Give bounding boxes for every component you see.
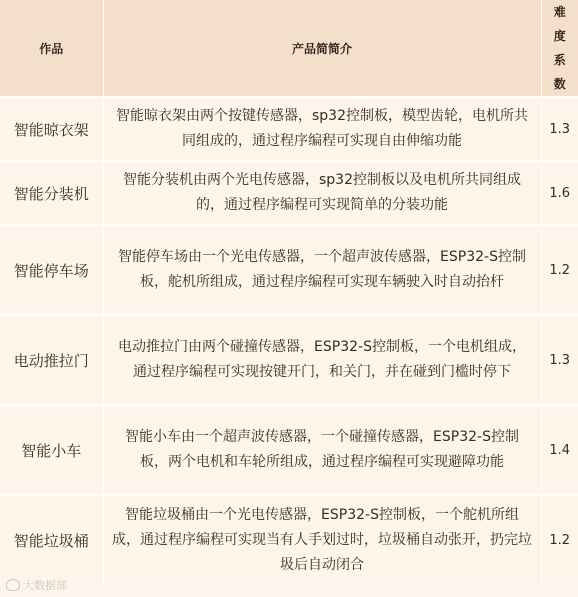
row-desc: 电动推拉门由两个碰撞传感器，ESP32-S控制板，一个电机组成，通过程序编程可实现按键开门，和关门，并在碰到门槛时停下	[103, 315, 541, 405]
row-desc: 智能垃圾桶由一个光电传感器，ESP32-S控制板，一个舵机所组成，通过程序编程可实现当有人手划过时，垃圾桶自动张开，扔完垃圾后自动闭合	[103, 495, 541, 585]
row-name: 智能停车场	[0, 225, 103, 315]
header-intro: 产品简简介	[103, 0, 541, 97]
row-difficulty: 1.6	[541, 161, 578, 225]
row-desc: 智能小车由一个超声波传感器，一个碰撞传感器，ESP32-S控制板，两个电机和车轮所组成，通过程序编程可实现避障功能	[103, 405, 541, 495]
row-difficulty: 1.4	[541, 405, 578, 495]
table-row	[0, 97, 578, 161]
watermark-text: 大数据部	[23, 579, 67, 592]
row-name: 智能垃圾桶	[0, 495, 103, 585]
row-desc: 智能分装机由两个光电传感器，sp32控制板以及电机所共同组成的，通过程序编程可实现简单的分装功能	[103, 161, 541, 225]
table-row	[0, 225, 578, 315]
weibo-icon	[6, 579, 20, 591]
header-difficulty-char: 难	[553, 5, 566, 19]
row-name: 智能分装机	[0, 161, 103, 225]
table-row	[0, 405, 578, 495]
table-row	[0, 161, 578, 225]
watermark	[6, 577, 67, 593]
row-desc: 智能晾衣架由两个按键传感器，sp32控制板，模型齿轮，电机所共同组成的，通过程序编程可实现自由伸缩功能	[103, 97, 541, 161]
row-difficulty: 1.2	[541, 495, 578, 585]
table-row	[0, 495, 578, 585]
row-name: 智能小车	[0, 405, 103, 495]
table-row	[0, 315, 578, 405]
row-name: 智能晾衣架	[0, 97, 103, 161]
header-difficulty-char: 数	[553, 77, 566, 91]
row-difficulty: 1.3	[541, 315, 578, 405]
header-difficulty-char: 度	[553, 29, 566, 43]
row-name: 电动推拉门	[0, 315, 103, 405]
row-difficulty: 1.2	[541, 225, 578, 315]
header-difficulty	[541, 0, 578, 97]
row-difficulty: 1.3	[541, 97, 578, 161]
header-work: 作品	[0, 0, 103, 97]
header-difficulty-char: 系	[553, 53, 566, 67]
header-row	[0, 0, 578, 97]
row-desc: 智能停车场由一个光电传感器，一个超声波传感器，ESP32-S控制板，舵机所组成，通过程序编程可实现车辆驶入时自动抬杆	[103, 225, 541, 315]
